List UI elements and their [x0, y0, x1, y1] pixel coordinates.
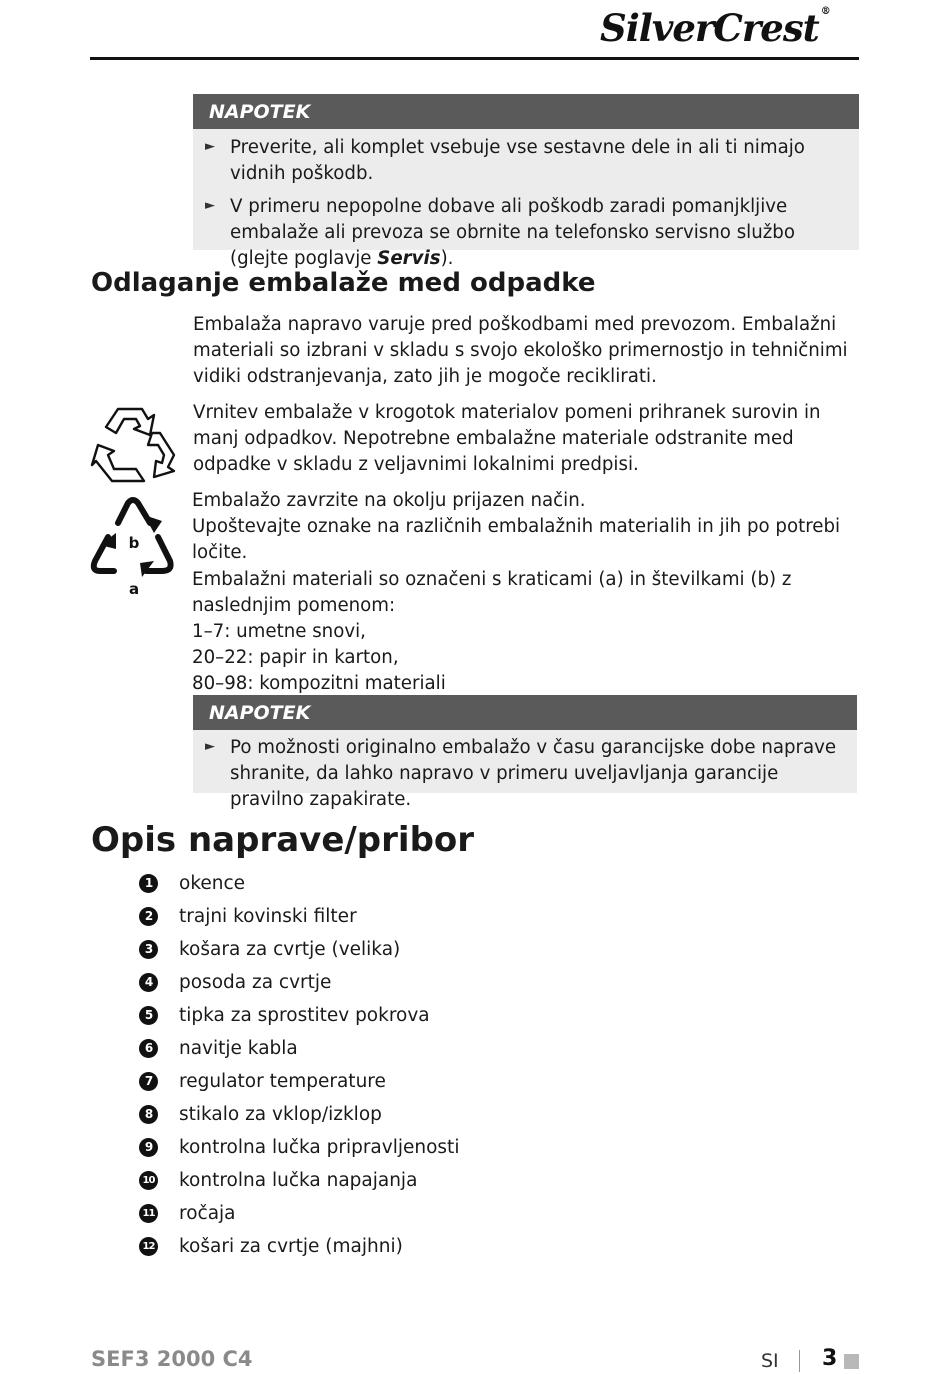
part-label: posoda za cvrtje — [179, 972, 332, 993]
list-item — [139, 900, 639, 933]
notice-bullet-text: Po možnosti originalno embalažo v času garancijske dobe naprave shranite, da lahko napravo v primeru uveljavljanja garancije pravilno zapakirate. — [230, 737, 837, 810]
disposal-instructions — [192, 488, 852, 698]
number-badge: 6 — [139, 1039, 158, 1058]
footer-language: SI — [761, 1350, 779, 1372]
page-number: 3 — [822, 1346, 838, 1371]
list-item — [139, 1065, 639, 1098]
section-heading-parts: Opis naprave/pribor — [91, 820, 475, 860]
list-item — [139, 966, 639, 999]
chapter-reference: Servis — [377, 248, 441, 269]
disposal-paragraph-2-text: Vrnitev embalaže v krogotok materialov pomeni prihranek surovin in manj odpadkov. Nepotrebne embalažne materiale odstranite med odpadke v skladu z veljavnimi lokalnimi predpisi. — [193, 402, 821, 476]
list-item — [139, 933, 639, 966]
part-label: okence — [179, 873, 246, 894]
disposal-line: Embalažo zavrzite na okolju prijazen način. — [192, 490, 586, 511]
notice-bullet-text: Preverite, ali komplet vsebuje vse sestavne dele in ali ti nimajo vidnih poškodb. — [230, 137, 805, 184]
number-badge: 8 — [139, 1105, 158, 1124]
notice-bullet — [193, 735, 857, 813]
footer-square-marker — [844, 1354, 859, 1369]
material-code-label-a: a — [128, 580, 140, 598]
arrow-right-icon: ► — [205, 198, 215, 213]
arrow-right-icon: ► — [205, 739, 215, 754]
footer-model: SEF3 2000 C4 — [91, 1347, 253, 1371]
part-label: kontrolna lučka pripravljenosti — [179, 1137, 460, 1158]
number-badge: 5 — [139, 1006, 158, 1025]
part-label: stikalo za vklop/izklop — [179, 1104, 382, 1125]
number-badge: 10 — [139, 1171, 158, 1190]
recycling-icon — [90, 403, 180, 485]
list-item — [139, 1032, 639, 1065]
part-label: trajni kovinski filter — [179, 906, 357, 927]
number-badge: 11 — [139, 1204, 158, 1223]
notice-title: NAPOTEK — [193, 695, 857, 730]
arrow-right-icon: ► — [205, 139, 215, 154]
number-badge: 3 — [139, 940, 158, 959]
notice-box-2 — [193, 695, 857, 810]
list-item — [139, 1131, 639, 1164]
disposal-paragraph-1-text: Embalaža napravo varuje pred poškodbami med prevozom. Embalažni materiali so izbrani v skladu s svojo ekološko primernostjo in tehničnimi vidiki odstranjevanja, zato jih je mogoče reciklirati. — [193, 314, 848, 388]
list-item — [139, 1197, 639, 1230]
disposal-line: 20–22: papir in karton, — [192, 647, 399, 669]
part-label: košara za cvrtje (velika) — [179, 939, 401, 960]
part-label: ročaja — [179, 1203, 236, 1224]
list-item — [139, 999, 639, 1032]
number-badge: 2 — [139, 907, 158, 926]
parts-list — [139, 867, 639, 1263]
registered-mark: ® — [820, 6, 830, 17]
disposal-line: Upoštevajte oznake na različnih embalažnih materialih in jih po potrebi ločite. — [192, 516, 841, 564]
number-badge: 7 — [139, 1072, 158, 1091]
notice-title: NAPOTEK — [193, 94, 859, 129]
disposal-line: 80–98: kompozitni materiali — [192, 673, 446, 695]
disposal-line: Embalažni materiali so označeni s kraticami (a) in številkami (b) z naslednjim pomenom: — [192, 568, 792, 616]
number-badge: 4 — [139, 973, 158, 992]
notice-bullet-text-end: ). — [440, 248, 454, 269]
material-code-triangle-icon — [88, 493, 180, 601]
header-rule — [90, 57, 859, 60]
disposal-paragraph-1 — [193, 312, 863, 391]
notice-bullet — [193, 135, 859, 187]
notice-box-1 — [193, 94, 859, 269]
list-item — [139, 867, 639, 900]
number-badge: 12 — [139, 1237, 158, 1256]
section-heading-disposal: Odlaganje embalaže med odpadke — [91, 268, 596, 298]
disposal-paragraph-2 — [193, 400, 853, 479]
list-item — [139, 1098, 639, 1131]
number-badge: 1 — [139, 874, 158, 893]
footer-separator — [799, 1350, 800, 1372]
part-label: kontrolna lučka napajanja — [179, 1170, 418, 1191]
brand-logo — [600, 6, 860, 52]
part-label: tipka za sprostitev pokrova — [179, 1005, 430, 1026]
part-label: košari za cvrtje (majhni) — [179, 1236, 403, 1257]
notice-bullet-text: V primeru nepopolne dobave ali poškodb zaradi pomanjkljive embalaže ali prevoza se obrnite na telefonsko servisno službo (glejte poglavje — [230, 196, 795, 269]
list-item — [139, 1164, 639, 1197]
part-label: regulator temperature — [179, 1071, 386, 1092]
material-code-label-b: b — [128, 534, 140, 552]
part-label: navitje kabla — [179, 1038, 298, 1059]
disposal-line: 1–7: umetne snovi, — [192, 621, 366, 643]
number-badge: 9 — [139, 1138, 158, 1157]
brand-name: SilverCrest — [600, 6, 819, 50]
list-item — [139, 1230, 639, 1263]
notice-bullet — [193, 194, 859, 272]
